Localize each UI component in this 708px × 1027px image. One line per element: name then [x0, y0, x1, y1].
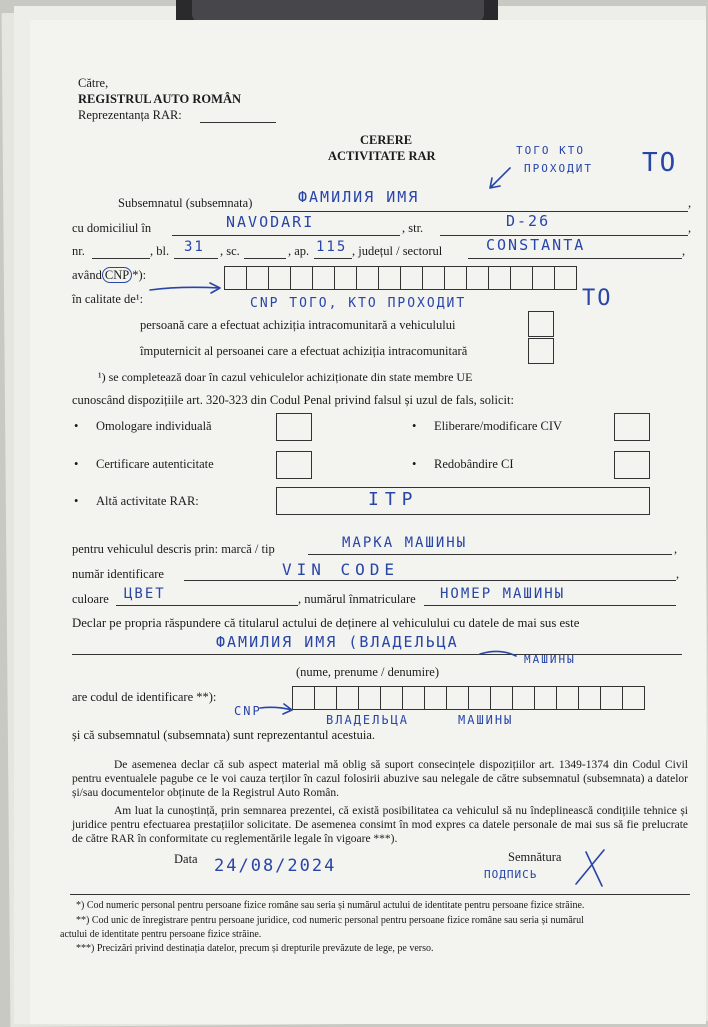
signature-x-mark — [576, 850, 604, 886]
handwritten-ink-marks — [30, 20, 706, 1024]
comma: , — [688, 196, 692, 210]
ap-label: , ap. — [288, 244, 310, 258]
signature-value: ПОДПИСЬ — [484, 868, 538, 881]
plate-value: НОМЕР МАШИНЫ — [440, 586, 566, 602]
annotation-owner-cnp: CNP — [234, 704, 262, 718]
bullet: • — [74, 494, 79, 508]
marca-value: МАРКА МАШИНЫ — [342, 535, 468, 551]
footnote-cui-cont: actului de identitate pentru persoane fizice străine. — [60, 929, 262, 940]
comma: , — [676, 567, 680, 581]
recipient-line: Către, — [78, 76, 109, 90]
annotation-to-2: ТО — [582, 286, 613, 311]
avand-label: având CNP *): — [72, 268, 147, 282]
footnote-date: ***) Precizări privind destinația datelor, precum și drepturile prevăzute de lege, pe verso. — [76, 943, 434, 954]
bullet: • — [74, 457, 79, 471]
nr-label: nr. — [72, 244, 85, 258]
city-value: NAVODARI — [226, 213, 315, 231]
judet-label: , județul / sectorul — [352, 244, 443, 258]
annotation-to-1: ТО — [642, 148, 678, 178]
bl-value: 31 — [184, 239, 205, 255]
service-certificare: Certificare autenticitate — [96, 457, 214, 471]
nume-label: (nume, prenume / denumire) — [296, 665, 440, 679]
vin-value: VIN CODE — [282, 560, 400, 579]
annotation-owner: ВЛАДЕЛЬЦА — [326, 713, 410, 727]
comma: , — [688, 221, 692, 235]
form-page — [30, 20, 706, 1024]
data-label: Data — [174, 852, 198, 866]
county-value: CONSTANTA — [486, 236, 586, 254]
paragraph-consimtamant: Am luat la cunoștință, prin semnarea prezentei, că există posibilitatea ca vehiculul să nu îndeplinească condițiile tehnice și juridice pentru efectuarea prestațiilor solicitate. De asemenea consimt în mod expres ca datele personale de mai sus să fie prelucrate de către RAR în conformitate cu reglementările legale în vigoare ***). — [72, 805, 688, 845]
owner-bracket — [480, 651, 516, 656]
arrow-to-name — [490, 168, 510, 188]
arrow-to-owner-code — [260, 704, 292, 714]
sc-label: , sc. — [220, 244, 240, 258]
codid-label: are codul de identificare **): — [72, 690, 217, 704]
bullet: • — [74, 419, 79, 433]
street-label: , str. — [402, 221, 424, 235]
reprezentant-text: și că subsemnatul (subsemnata) sunt reprezentantul acestuia. — [72, 728, 376, 742]
service-alta: Altă activitate RAR: — [96, 494, 199, 508]
service-redobandire: Redobândire CI — [434, 457, 514, 471]
annotation-who-1: ТОГО КТО — [516, 144, 585, 157]
recipient-org: REGISTRUL AUTO ROMÂN — [78, 92, 241, 106]
option-achizitie: persoană care a efectuat achiziția intracomunitară a vehiculului — [140, 318, 456, 332]
arrow-to-cnp — [150, 283, 220, 293]
culoare-label: culoare — [72, 592, 109, 606]
cnp-circled: CNP — [102, 267, 132, 283]
nrinm-label: , numărul înmatriculare — [298, 592, 416, 606]
recipient-rep-label: Reprezentanța RAR: — [78, 108, 182, 122]
domiciliu-label: cu domiciliul în — [72, 221, 152, 235]
footnote-cnp: *) Cod numeric personal pentru persoane fizice române sau seria și numărul actului de identitate pentru persoane fizice străine. — [76, 900, 585, 911]
ap-value: 115 — [316, 239, 348, 255]
bullet: • — [412, 419, 417, 433]
annotation-cnp: CNP ТОГО, КТО ПРОХОДИТ — [250, 296, 467, 311]
declar-text: Declar pe propria răspundere că titularul actului de deținere al vehiculului cu datele de mai sus este — [72, 616, 580, 630]
semnatura-label: Semnătura — [508, 850, 562, 864]
bullet: • — [412, 457, 417, 471]
clipboard-clip-inner — [192, 0, 484, 22]
paragraph-responsabilitate: De asemenea declar că sub aspect material mă oblig să suport consecințele dispozițiilor art. 1349-1374 din Codul Civil pentru eventualele pagube ce le voi cauza terților în cazul folosirii abuzive sau nelegale de către subsemnatul (subsemnata) a datelor și/sau documentelor obținute de la Registrul Auto Român. — [72, 759, 688, 799]
cunoscand-text: cunoscând dispozițiile art. 320-323 din Codul Penal privind falsul și uzul de fals, solicit: — [72, 393, 514, 407]
calitate-label: în calitate de¹: — [72, 292, 144, 306]
service-civ: Eliberare/modificare CIV — [434, 419, 563, 433]
name-value: ФАМИЛИЯ ИМЯ — [298, 188, 420, 206]
comma: , — [674, 542, 678, 556]
form-subtitle: ACTIVITATE RAR — [328, 149, 436, 163]
service-alta-value: ITP — [368, 489, 419, 510]
footnote-cui: **) Cod unic de înregistrare pentru persoane juridice, cod numeric personal pentru persoane fizice române sau seria și numărul — [76, 915, 584, 926]
comma: , — [682, 244, 686, 258]
date-value: 24/08/2024 — [214, 856, 337, 876]
street-value: D-26 — [506, 212, 551, 230]
marca-label: pentru vehiculul descris prin: marcă / tip — [72, 542, 275, 556]
option-imputernicit: împuternicit al persoanei care a efectuat achiziția intracomunitară — [140, 344, 468, 358]
annotation-owner-2: МАШИНЫ — [458, 713, 514, 727]
service-omologare: Omologare individuală — [96, 419, 212, 433]
annotation-who-2: ПРОХОДИТ — [524, 162, 593, 175]
nrid-label: număr identificare — [72, 567, 164, 581]
footnote-ue: ¹) se completează doar în cazul vehiculelor achiziționate din state membre UE — [98, 370, 473, 384]
bl-label: , bl. — [150, 244, 170, 258]
owner-value: ФАМИЛИЯ ИМЯ (ВЛАДЕЛЬЦА — [216, 633, 459, 651]
subsemnatul-label: Subsemnatul (subsemnata) — [118, 196, 253, 210]
form-title: CERERE — [360, 133, 413, 147]
color-value: ЦВЕТ — [124, 586, 166, 602]
owner-value-cont: МАШИНЫ — [524, 653, 576, 666]
